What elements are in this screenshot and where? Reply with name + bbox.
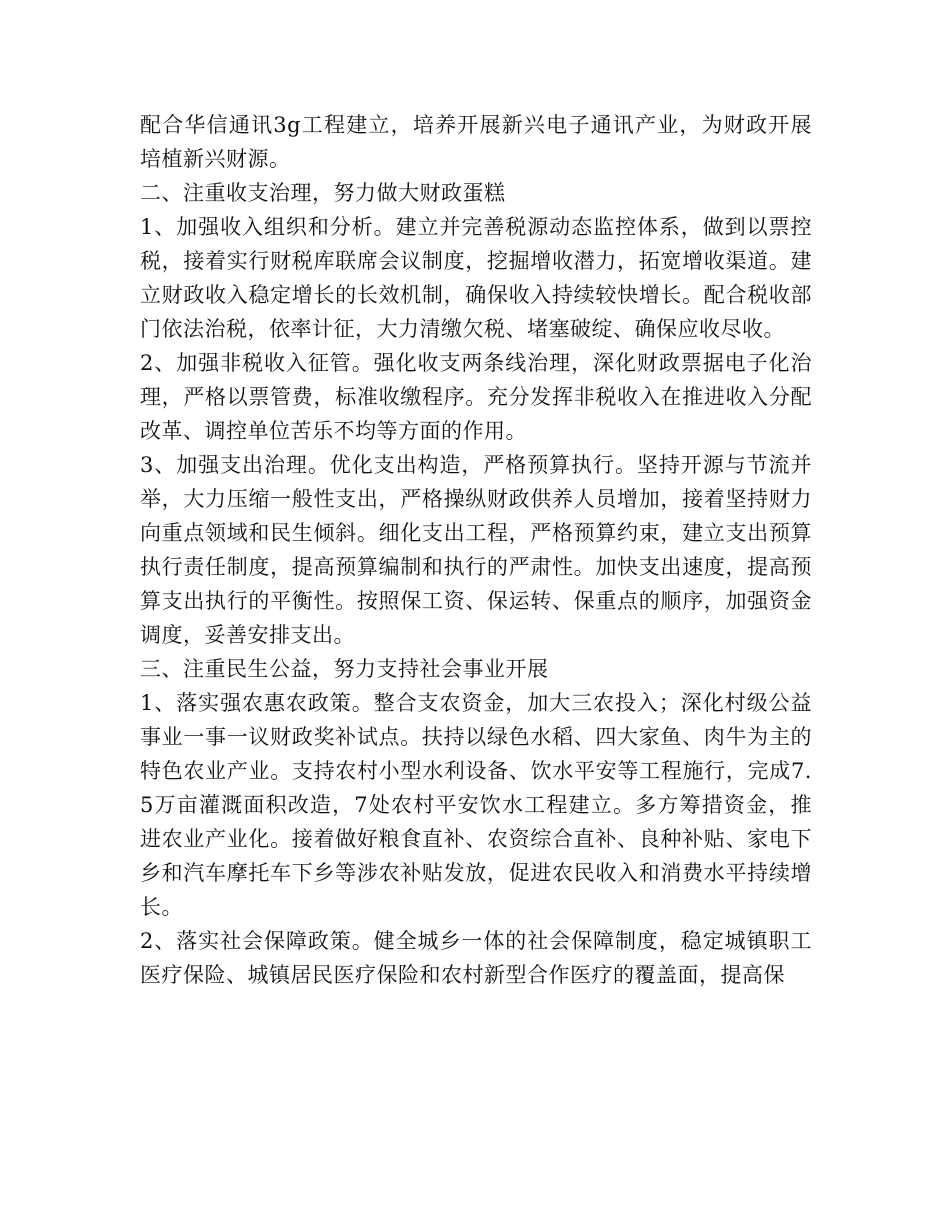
document-body bbox=[140, 108, 812, 992]
paragraph-intro-continuation: 配合华信通讯3g工程建立，培养开展新兴电子通讯产业，为财政开展培植新兴财源。 bbox=[140, 113, 812, 171]
paragraph-3-1: 1、落实强农惠农政策。整合支农资金，加大三农投入；深化村级公益事业一事一议财政奖补试点。扶持以绿色水稻、四大家鱼、肉牛为主的特色农业产业。支持农村小型水利设备、饮水平安等工程施行，完成7.5万亩灌溉面积改造，7处农村平安饮水工程建立。多方筹措资金，推进农业产业化。接着做好粮食直补、农资综合直补、良种补贴、家电下乡和汽车摩托车下乡等涉农补贴发放，促进农民收入和消费水平持续增长。 bbox=[140, 691, 812, 919]
paragraph-2-3: 3、加强支出治理。优化支出构造，严格预算执行。坚持开源与节流并举，大力压缩一般性支出，严格操纵财政供养人员增加，接着坚持财力向重点领域和民生倾斜。细化支出工程，严格预算约束，建立支出预算执行责任制度，提高预算编制和执行的严肃性。加快支出速度，提高预算支出执行的平衡性。按照保工资、保运转、保重点的顺序，加强资金调度，妥善安排支出。 bbox=[140, 453, 812, 647]
paragraph-2-1: 1、加强收入组织和分析。建立并完善税源动态监控体系，做到以票控税，接着实行财税库联席会议制度，挖掘增收潜力，拓宽增收渠道。建立财政收入稳定增长的长效机制，确保收入持续较快增长。配合税收部门依法治税，依率计征，大力清缴欠税、堵塞破绽、确保应收尽收。 bbox=[140, 215, 812, 341]
paragraph-3-2: 2、落实社会保障政策。健全城乡一体的社会保障制度，稳定城镇职工医疗保险、城镇居民医疗保险和农村新型合作医疗的覆盖面，提高保 bbox=[140, 929, 812, 987]
section-heading-2: 二、注重收支治理，努力做大财政蛋糕 bbox=[140, 181, 506, 205]
paragraph-2-2: 2、加强非税收入征管。强化收支两条线治理，深化财政票据电子化治理，严格以票管费，标准收缴程序。充分发挥非税收入在推进收入分配改革、调控单位苦乐不均等方面的作用。 bbox=[140, 351, 812, 443]
section-heading-3: 三、注重民生公益，努力支持社会事业开展 bbox=[140, 657, 549, 681]
